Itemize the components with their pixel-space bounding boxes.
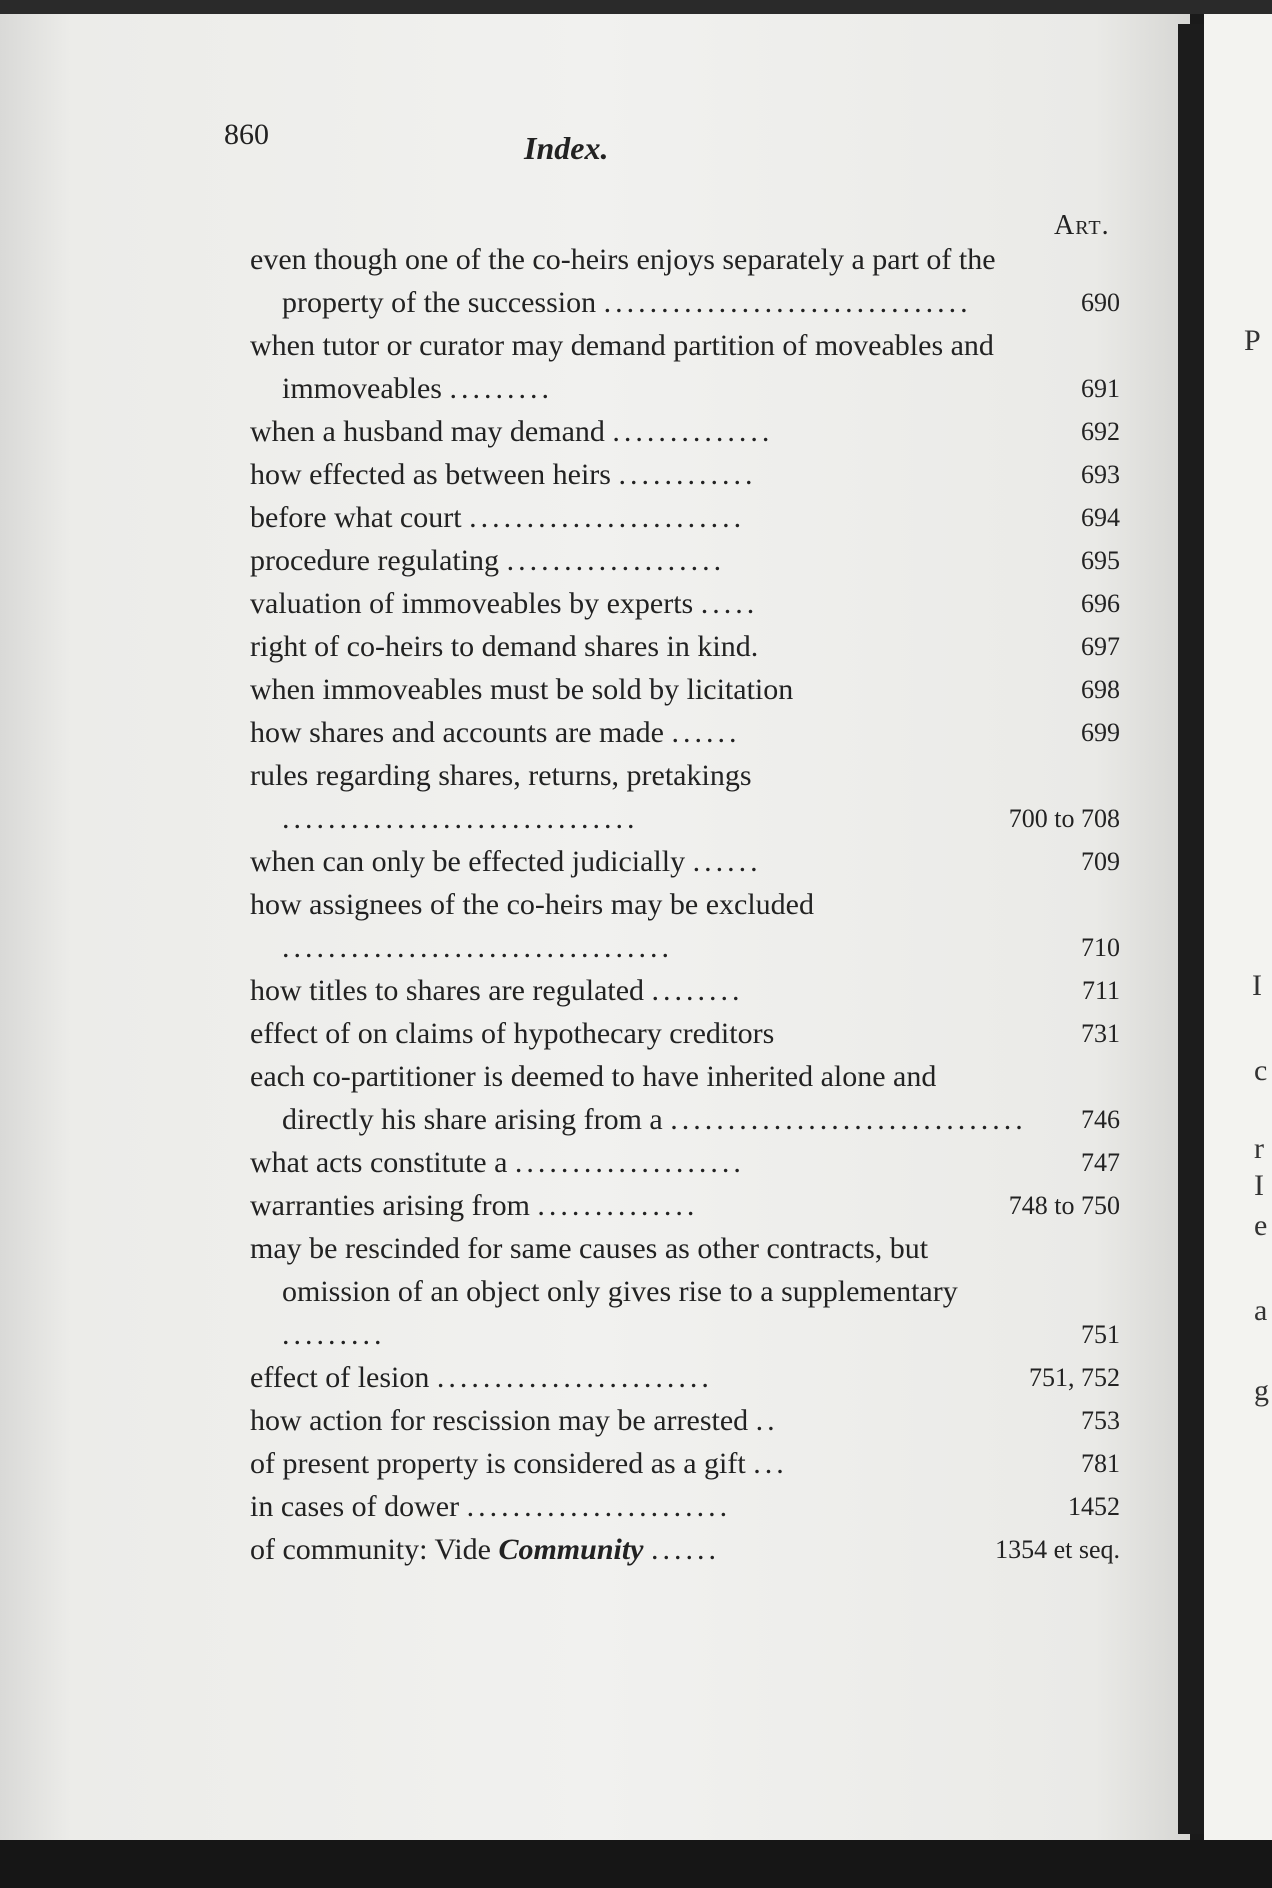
index-entry bbox=[250, 1012, 1120, 1055]
entry-reference: 751 bbox=[1081, 1320, 1120, 1349]
leader-dots: ............................... bbox=[282, 802, 639, 835]
entry-text: each co-partitioner is deemed to have inherited alone and directly his share arising from a bbox=[250, 1060, 937, 1136]
entry-reference: 691 bbox=[1081, 374, 1120, 403]
leader-dots: ...... bbox=[651, 1533, 720, 1566]
column-label: Art. bbox=[1054, 210, 1110, 241]
entry-text: how titles to shares are regulated bbox=[250, 974, 645, 1007]
facing-page-fragment: P bbox=[1244, 324, 1261, 357]
entry-reference: 700 to 708 bbox=[1008, 804, 1120, 833]
running-title: Index. bbox=[524, 130, 609, 166]
entry-reference: 731 bbox=[1081, 1019, 1120, 1048]
index-entry bbox=[250, 625, 1120, 668]
facing-page-fragment: a bbox=[1254, 1294, 1268, 1327]
entry-text: what acts constitute a bbox=[250, 1146, 508, 1179]
cross-reference-term: Community bbox=[498, 1533, 644, 1566]
entry-text: effect of lesion bbox=[250, 1361, 430, 1394]
leader-dots: ......... bbox=[282, 1318, 386, 1351]
entry-text: even though one of the co-heirs enjoys separately a part of the property of the succession bbox=[250, 243, 996, 319]
facing-page-fragment: e bbox=[1254, 1209, 1268, 1242]
entry-reference: 698 bbox=[1081, 675, 1120, 704]
leader-dots: ........ bbox=[651, 974, 744, 1007]
entry-text: how action for rescission may be arrested bbox=[250, 1404, 749, 1437]
entry-reference: 710 bbox=[1081, 933, 1120, 962]
entry-text: warranties arising from bbox=[250, 1189, 530, 1222]
facing-page-fragment: r bbox=[1254, 1132, 1264, 1165]
entry-reference: 694 bbox=[1081, 503, 1120, 532]
entry-text: rules regarding shares, returns, pretakings bbox=[250, 759, 752, 792]
entry-reference: 699 bbox=[1081, 718, 1120, 747]
entry-text: of present property is considered as a gift bbox=[250, 1447, 746, 1480]
leader-dots: ................... bbox=[506, 544, 726, 577]
page-number: 860 bbox=[224, 118, 269, 151]
entry-text: how shares and accounts are made bbox=[250, 716, 664, 749]
index-entry bbox=[250, 1141, 1120, 1184]
entry-reference: 1452 bbox=[1068, 1492, 1120, 1521]
index-entry bbox=[250, 840, 1120, 883]
page-header bbox=[224, 118, 1124, 168]
entry-text: procedure regulating bbox=[250, 544, 500, 577]
entry-text: of community: Vide bbox=[250, 1533, 491, 1566]
leader-dots: .............. bbox=[537, 1189, 699, 1222]
entry-text: when immoveables must be sold by licitation bbox=[250, 673, 794, 706]
entry-reference: 696 bbox=[1081, 589, 1120, 618]
leader-dots: .. bbox=[755, 1404, 779, 1437]
entry-reference: 1354 et seq. bbox=[995, 1535, 1120, 1564]
index-entry bbox=[250, 1356, 1120, 1399]
entry-text: in cases of dower bbox=[250, 1490, 460, 1523]
index-entry bbox=[250, 238, 1120, 324]
facing-page-edge bbox=[1204, 14, 1272, 1844]
entry-reference: 746 bbox=[1081, 1105, 1120, 1134]
entry-text: how effected as between heirs bbox=[250, 458, 611, 491]
index-entry bbox=[250, 582, 1120, 625]
entry-text: before what court bbox=[250, 501, 462, 534]
index-entry bbox=[250, 883, 1120, 969]
index-entry bbox=[250, 1184, 1120, 1227]
entry-text: when can only be effected judicially bbox=[250, 845, 686, 878]
facing-page-fragment: I bbox=[1252, 969, 1262, 1002]
leader-dots: .................... bbox=[514, 1146, 745, 1179]
entry-text: when tutor or curator may demand partition of moveables and immoveables bbox=[250, 329, 994, 405]
index-entry bbox=[250, 754, 1120, 840]
index-entry bbox=[250, 711, 1120, 754]
facing-page-fragment: I bbox=[1254, 1169, 1264, 1202]
index-entry bbox=[250, 1528, 1120, 1571]
index-entry bbox=[250, 496, 1120, 539]
entry-reference: 748 to 750 bbox=[1008, 1191, 1120, 1220]
index-entry bbox=[250, 1442, 1120, 1485]
leader-dots: ....................... bbox=[466, 1490, 732, 1523]
facing-page-fragment: c bbox=[1254, 1054, 1268, 1087]
entry-reference: 692 bbox=[1081, 417, 1120, 446]
entry-reference: 693 bbox=[1081, 460, 1120, 489]
leader-dots: .............. bbox=[612, 415, 774, 448]
entry-text: may be rescinded for same causes as other contracts, but omission of an object only gives rise to a supplementary bbox=[250, 1232, 958, 1308]
leader-dots: .................................. bbox=[282, 931, 673, 964]
leader-dots: ........................ bbox=[469, 501, 746, 534]
leader-dots: ......... bbox=[449, 372, 553, 405]
entry-reference: 781 bbox=[1081, 1449, 1120, 1478]
entry-reference: 711 bbox=[1081, 976, 1120, 1005]
index-entry bbox=[250, 1399, 1120, 1442]
entry-reference: 753 bbox=[1081, 1406, 1120, 1435]
index-entry bbox=[250, 1055, 1120, 1141]
index-entry bbox=[250, 324, 1120, 410]
scan-top-edge bbox=[0, 0, 1272, 14]
leader-dots: ............ bbox=[618, 458, 757, 491]
entry-reference: 697 bbox=[1081, 632, 1120, 661]
entry-text: right of co-heirs to demand shares in kind. bbox=[250, 630, 759, 663]
facing-page-fragment: g bbox=[1254, 1374, 1269, 1407]
leader-dots: ................................ bbox=[603, 286, 972, 319]
entry-reference: 709 bbox=[1081, 847, 1120, 876]
entry-text: how assignees of the co-heirs may be excluded bbox=[250, 888, 814, 921]
entry-reference: 751, 752 bbox=[1029, 1363, 1120, 1392]
leader-dots: ...... bbox=[671, 716, 741, 749]
entry-reference: 747 bbox=[1081, 1148, 1120, 1177]
index-entry bbox=[250, 410, 1120, 453]
leader-dots: ............................... bbox=[670, 1103, 1027, 1136]
leader-dots: ........................ bbox=[436, 1361, 713, 1394]
leader-dots: ... bbox=[753, 1447, 788, 1480]
leader-dots: ...... bbox=[692, 845, 762, 878]
index-entry bbox=[250, 1227, 1120, 1356]
index-entries bbox=[250, 238, 1120, 1571]
entry-text: when a husband may demand bbox=[250, 415, 605, 448]
book-gutter bbox=[1178, 24, 1204, 1834]
index-entry bbox=[250, 668, 1120, 711]
index-entry bbox=[250, 453, 1120, 496]
entry-reference: 695 bbox=[1081, 546, 1120, 575]
entry-reference: 690 bbox=[1081, 288, 1120, 317]
index-entry bbox=[250, 539, 1120, 582]
entry-text: valuation of immoveables by experts bbox=[250, 587, 694, 620]
scan-bottom-edge bbox=[0, 1840, 1272, 1888]
entry-text: effect of on claims of hypothecary creditors bbox=[250, 1017, 775, 1050]
leader-dots: ..... bbox=[700, 587, 759, 620]
index-entry bbox=[250, 1485, 1120, 1528]
index-entry bbox=[250, 969, 1120, 1012]
